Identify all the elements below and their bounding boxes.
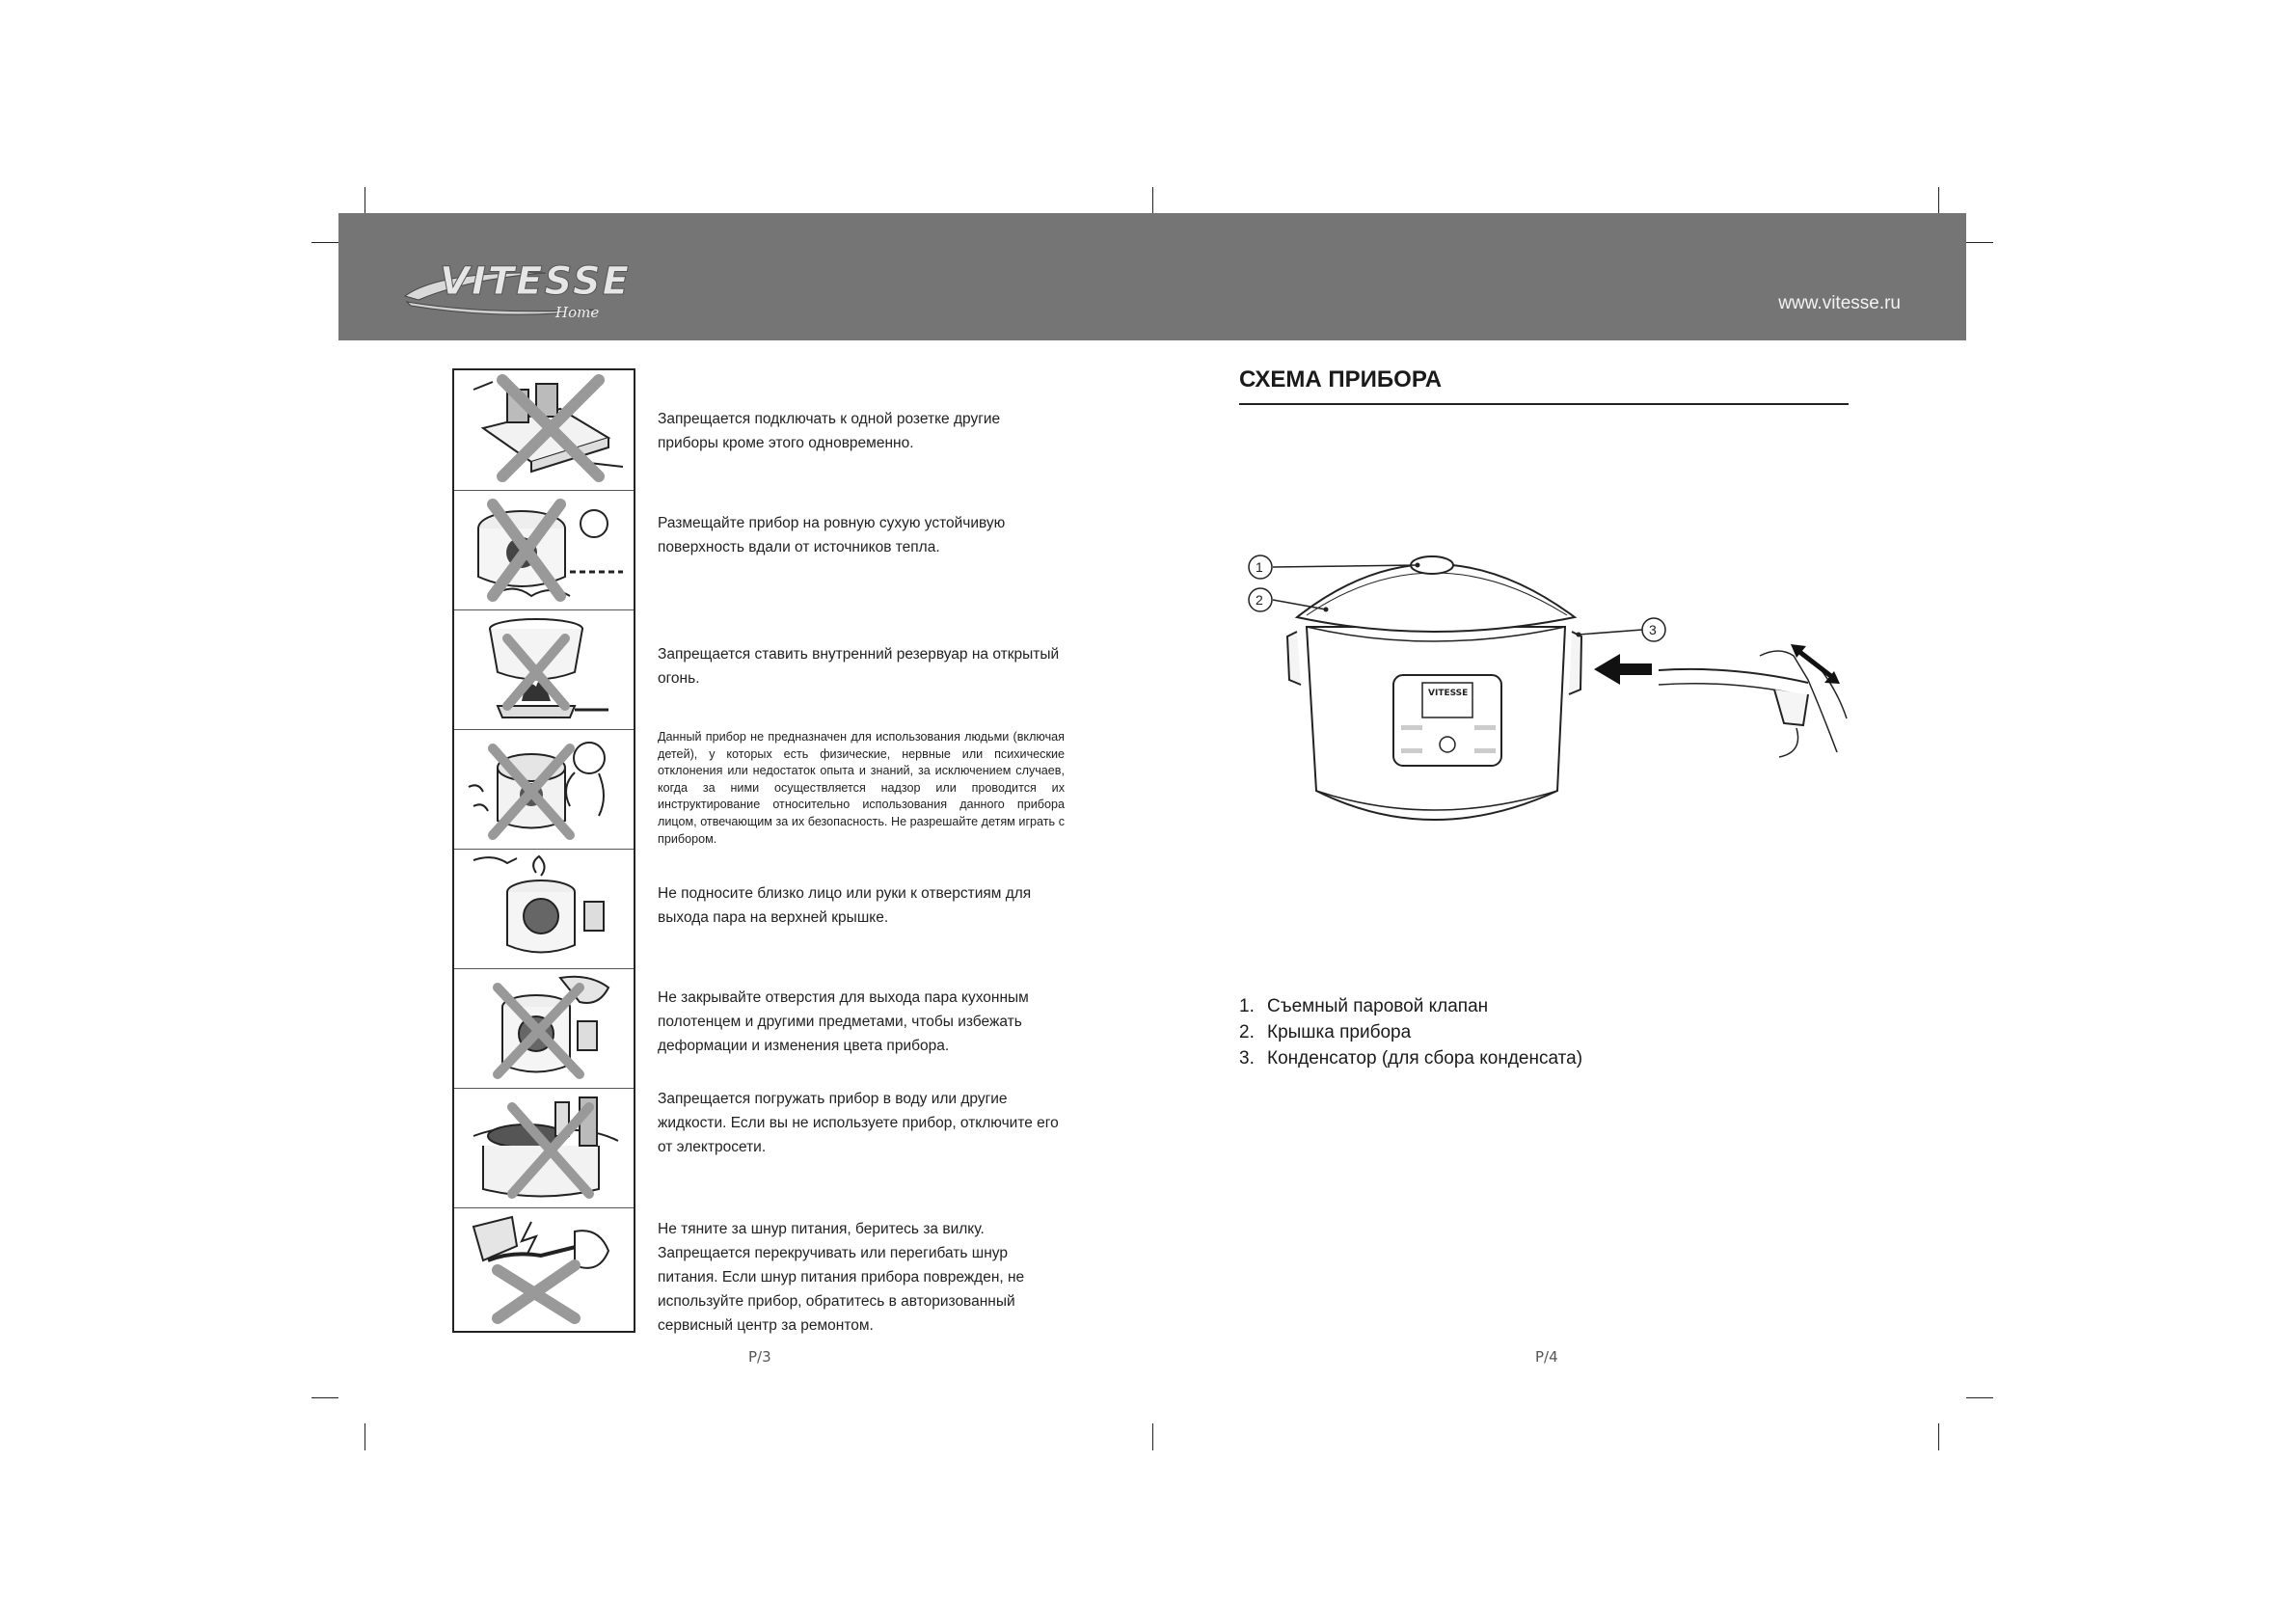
rule-text-5: Не подносите близко лицо или руки к отверстиям для выхода пара на верхней крышке. bbox=[658, 885, 1032, 926]
header-band bbox=[338, 213, 1966, 340]
water-immersion-icon bbox=[454, 1088, 634, 1208]
rule-text-2: Размещайте прибор на ровную сухую устойчивую поверхность вдали от источников тепла. bbox=[658, 515, 1006, 555]
rule-text-8: Не тяните за шнур питания, беритесь за вилку. Запрещается перекручивать или перегибать шнур питания. Если шнур питания прибора поврежден, не используйте прибор, обратитесь в авторизованный сервисный центр за ремонтом. bbox=[658, 1221, 1025, 1334]
logo-subtitle: Home bbox=[555, 304, 600, 321]
safety-icon-column bbox=[452, 368, 635, 1333]
rice-cooker-diagram bbox=[1239, 521, 1866, 878]
crop-mark bbox=[1966, 1397, 1993, 1398]
towel-cover-prohibited-icon bbox=[454, 968, 634, 1089]
rule-text-4: Данный прибор не предназначен для использования людьми (включая детей), у которых есть физические, нервные или психические отклонения или недостаток опыта и знаний, за исключением случаев, когда за ними осуществляется надзор или проводится их инструктирование относительно использования данного прибора лицом, отвечающим за их безопасность. Не разрешайте детям играть с прибором. bbox=[658, 730, 1065, 846]
page-number-left: P/3 bbox=[748, 1348, 771, 1366]
parts-list-item: 1. Съемный паровой клапан bbox=[1239, 996, 1489, 1016]
rule-text-1: Запрещается подключать к одной розетке другие приборы кроме этого одновременно. bbox=[658, 411, 1001, 451]
parts-list-item: 3. Конденсатор (для сбора конденсата) bbox=[1239, 1048, 1583, 1069]
callout-1: 1 bbox=[1256, 559, 1263, 575]
diagram-brand-label: VITESSE bbox=[1428, 689, 1469, 698]
logo-wordmark: VITESSE bbox=[440, 259, 631, 304]
crop-mark bbox=[1152, 187, 1153, 214]
parts-list bbox=[1239, 993, 1582, 1071]
parts-list-item: 2. Крышка прибора bbox=[1239, 1022, 1412, 1042]
arrow-left-icon bbox=[1594, 654, 1652, 685]
page-number-right: P/4 bbox=[1535, 1348, 1558, 1366]
title-underline bbox=[1239, 403, 1849, 405]
callout-2: 2 bbox=[1256, 592, 1263, 608]
crop-mark bbox=[1152, 1423, 1153, 1450]
pull-cord-prohibited-icon bbox=[454, 1207, 634, 1327]
child-safety-icon bbox=[454, 729, 634, 850]
brand-logo bbox=[401, 259, 642, 321]
rule-text-6: Не закрывайте отверстия для выхода пара кухонным полотенцем и другими предметами, чтобы избежать деформации и изменения цвета прибора. bbox=[658, 989, 1029, 1054]
bowl-on-fire-icon bbox=[454, 609, 634, 730]
crop-mark bbox=[1938, 1423, 1939, 1450]
rule-text-7: Запрещается погружать прибор в воду или другие жидкости. Если вы не используете прибор, отключите его от электросети. bbox=[658, 1091, 1059, 1155]
power-strip-prohibited-icon bbox=[454, 370, 634, 491]
crop-mark bbox=[311, 1397, 338, 1398]
callout-3: 3 bbox=[1649, 622, 1657, 637]
steam-vent-hand-icon bbox=[454, 849, 634, 969]
rule-text-3: Запрещается ставить внутренний резервуар на открытый огонь. bbox=[658, 646, 1060, 687]
cooker-near-heat-icon bbox=[454, 490, 634, 610]
website-url[interactable]: www.vitesse.ru bbox=[1778, 293, 1901, 313]
crop-mark bbox=[311, 242, 338, 243]
crop-mark bbox=[1966, 242, 1993, 243]
page-title: СХЕМА ПРИБОРА bbox=[1239, 366, 1443, 392]
crop-mark bbox=[1938, 187, 1939, 214]
